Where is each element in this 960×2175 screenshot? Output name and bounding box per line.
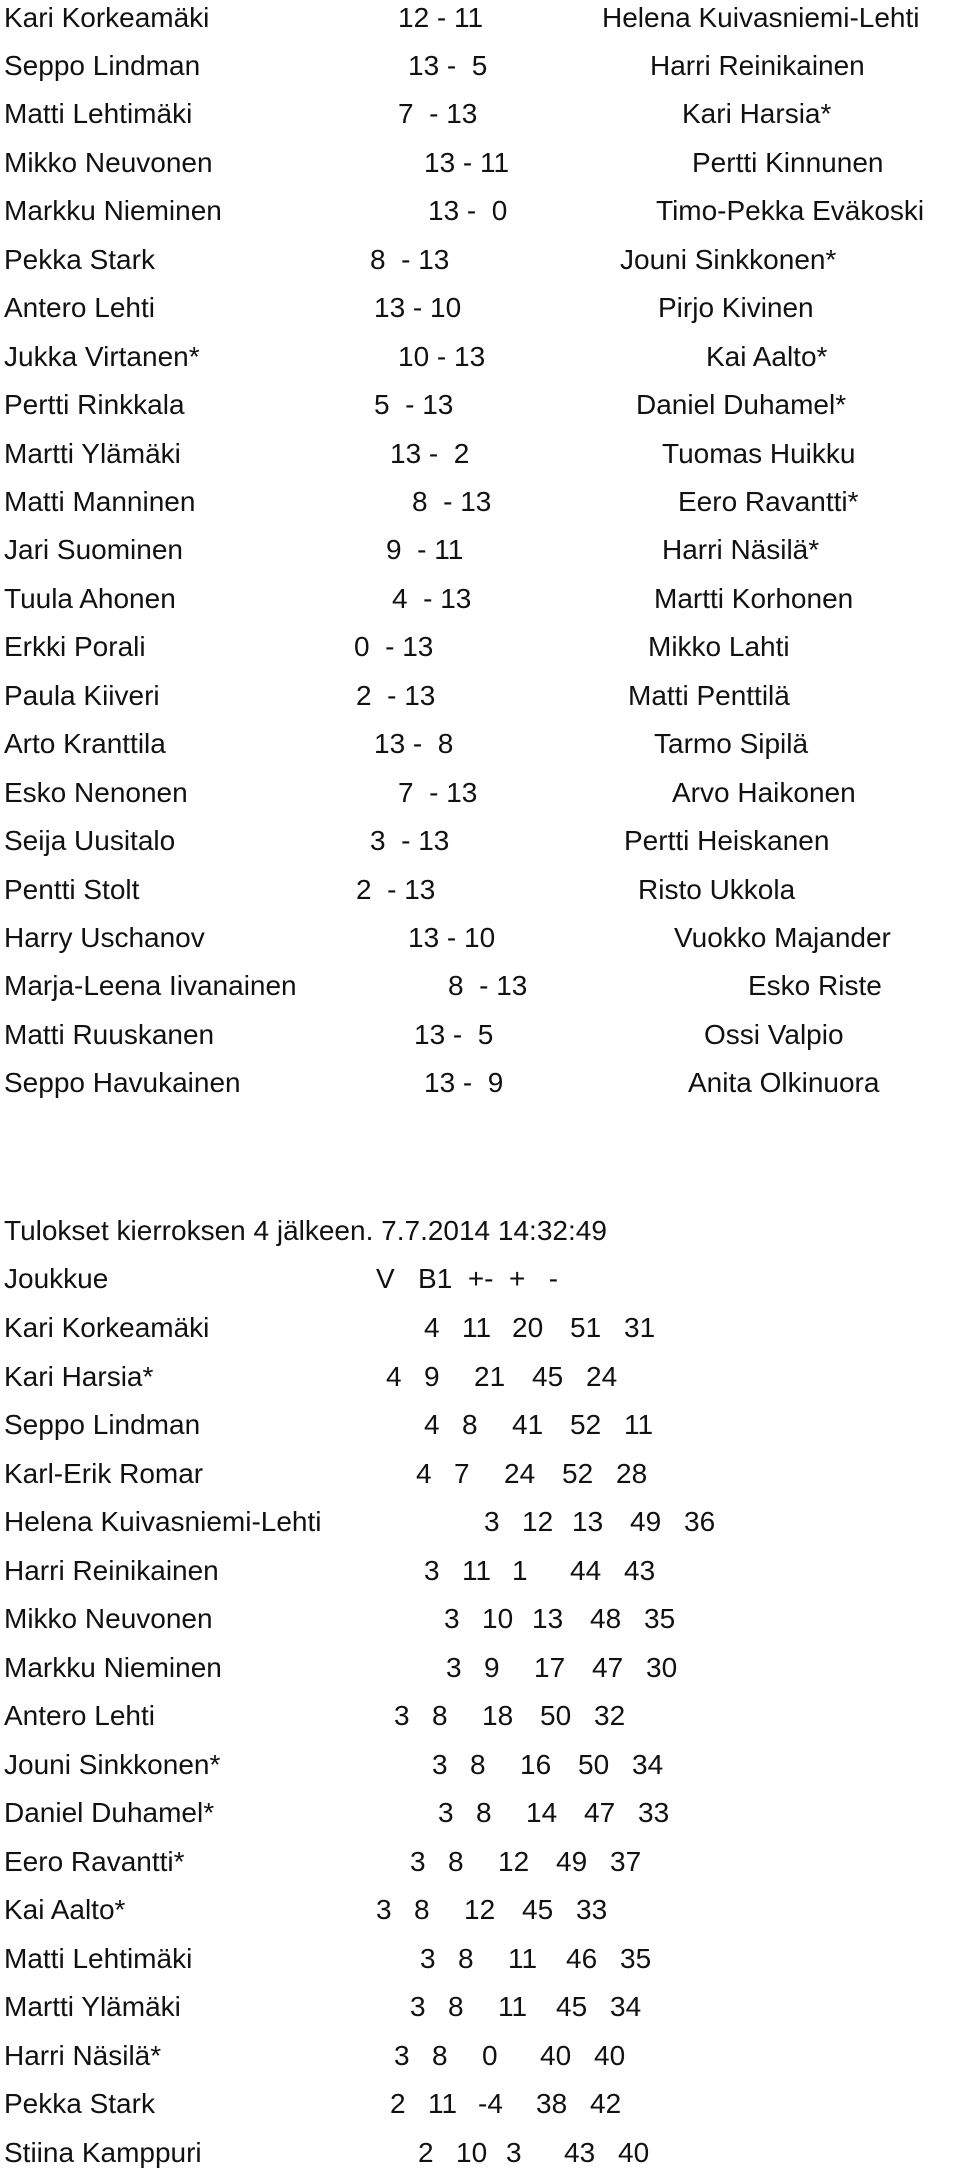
point-diff: 3 bbox=[506, 2136, 522, 2168]
points-against: 33 bbox=[638, 1797, 670, 1828]
standings-row bbox=[0, 1694, 960, 1738]
match-row bbox=[0, 674, 960, 718]
home-player: Harry Uschanov bbox=[4, 922, 205, 953]
match-score: 13 - 8 bbox=[374, 728, 454, 759]
match-row bbox=[0, 141, 960, 185]
match-row bbox=[0, 189, 960, 233]
wins: 3 bbox=[376, 1894, 392, 1925]
away-player: Vuokko Majander bbox=[674, 922, 891, 953]
wins: 4 bbox=[416, 1457, 432, 1489]
points-for: 47 bbox=[584, 1797, 616, 1828]
home-player: Pertti Rinkkala bbox=[4, 389, 185, 420]
team-name: Kari Korkeamäki bbox=[4, 1312, 210, 1343]
home-player: Esko Nenonen bbox=[4, 777, 188, 808]
team-name: Karl-Erik Romar bbox=[4, 1457, 204, 1489]
standings-row bbox=[0, 1597, 960, 1641]
home-player: Seppo Havukainen bbox=[4, 1067, 241, 1098]
match-score: 9 - 11 bbox=[386, 534, 464, 565]
team-name: Pekka Stark bbox=[4, 2088, 155, 2119]
away-player: Pirjo Kivinen bbox=[658, 292, 814, 323]
team-name: Matti Lehtimäki bbox=[4, 1942, 193, 1974]
match-row bbox=[0, 625, 960, 669]
point-diff: 21 bbox=[474, 1360, 506, 1392]
away-player: Timo-Pekka Eväkoski bbox=[656, 195, 925, 226]
point-diff: 13 bbox=[572, 1506, 604, 1537]
wins: 3 bbox=[394, 1700, 410, 1731]
match-score: 13 - 0 bbox=[428, 195, 508, 226]
home-player: Matti Ruuskanen bbox=[4, 1019, 215, 1050]
home-player: Marja-Leena Iivanainen bbox=[4, 970, 297, 1001]
match-score: 13 - 2 bbox=[390, 438, 470, 469]
standings-row bbox=[0, 1840, 960, 1884]
home-player: Kari Korkeamäki bbox=[4, 2, 210, 33]
points-against: 31 bbox=[624, 1312, 656, 1343]
home-player: Antero Lehti bbox=[4, 292, 155, 323]
match-row bbox=[0, 44, 960, 88]
point-diff: 11 bbox=[498, 1991, 528, 2022]
point-diff: 12 bbox=[498, 1845, 530, 1877]
standings-row bbox=[0, 1306, 960, 1350]
points-against: 42 bbox=[590, 2088, 622, 2119]
match-row bbox=[0, 771, 960, 815]
match-row bbox=[0, 1013, 960, 1057]
away-player: Arvo Haikonen bbox=[672, 777, 856, 808]
match-score: 5 - 13 bbox=[374, 389, 454, 420]
wins: 2 bbox=[390, 2088, 406, 2119]
match-score: 8 - 13 bbox=[412, 486, 492, 517]
b1-score: 12 bbox=[522, 1506, 554, 1537]
team-name: Markku Nieminen bbox=[4, 1651, 222, 1683]
points-against: 34 bbox=[632, 1748, 664, 1780]
team-name: Jouni Sinkkonen* bbox=[4, 1748, 221, 1780]
points-against: 37 bbox=[610, 1845, 642, 1877]
match-row bbox=[0, 819, 960, 863]
away-player: Risto Ukkola bbox=[638, 874, 796, 905]
wins: 2 bbox=[418, 2136, 434, 2168]
points-for: 38 bbox=[536, 2088, 568, 2119]
team-name: Harri Reinikainen bbox=[4, 1554, 219, 1586]
wins: 3 bbox=[410, 1991, 426, 2022]
points-against: 36 bbox=[684, 1506, 716, 1537]
wins: 3 bbox=[420, 1942, 436, 1974]
standings-row bbox=[0, 1888, 960, 1932]
away-player: Mikko Lahti bbox=[648, 631, 790, 662]
standings-row bbox=[0, 1549, 960, 1593]
wins: 4 bbox=[386, 1360, 402, 1392]
points-for: 45 bbox=[556, 1991, 588, 2022]
standings-row bbox=[0, 1791, 960, 1835]
points-for: 43 bbox=[564, 2136, 596, 2168]
match-score: 12 - 11 bbox=[398, 2, 484, 33]
home-player: Seija Uusitalo bbox=[4, 825, 176, 856]
team-name: Daniel Duhamel* bbox=[4, 1797, 215, 1828]
match-row bbox=[0, 868, 960, 912]
team-name: Kari Harsia* bbox=[4, 1360, 154, 1392]
points-against: 43 bbox=[624, 1554, 656, 1586]
points-for: 45 bbox=[522, 1894, 554, 1925]
points-against: 24 bbox=[586, 1360, 618, 1392]
home-player: Markku Nieminen bbox=[4, 195, 222, 226]
team-name: Stiina Kamppuri bbox=[4, 2136, 202, 2168]
match-score: 8 - 13 bbox=[370, 244, 450, 275]
points-for: 46 bbox=[566, 1942, 598, 1974]
match-score: 10 - 13 bbox=[398, 341, 486, 372]
match-row bbox=[0, 722, 960, 766]
standings-row bbox=[0, 2131, 960, 2175]
point-diff: -4 bbox=[478, 2088, 503, 2119]
match-score: 7 - 13 bbox=[398, 777, 478, 808]
home-player: Seppo Lindman bbox=[4, 50, 201, 81]
b1-score: 8 bbox=[432, 2039, 448, 2071]
b1-score: 8 bbox=[458, 1942, 474, 1974]
team-name: Eero Ravantti* bbox=[4, 1845, 185, 1877]
home-player: Pentti Stolt bbox=[4, 874, 140, 905]
results-title-text: Tulokset kierroksen 4 jälkeen. 7.7.2014 14:32:49 bbox=[4, 1215, 607, 1246]
standings-row bbox=[0, 1937, 960, 1981]
points-for: 52 bbox=[570, 1409, 602, 1440]
b1-score: 8 bbox=[448, 1991, 464, 2022]
point-diff: 1 bbox=[512, 1554, 528, 1586]
b1-score: 8 bbox=[432, 1700, 448, 1731]
away-player: Anita Olkinuora bbox=[688, 1067, 880, 1098]
match-score: 13 - 5 bbox=[408, 50, 488, 81]
away-player: Daniel Duhamel* bbox=[636, 389, 847, 420]
points-against: 40 bbox=[594, 2039, 626, 2071]
home-player: Paula Kiiveri bbox=[4, 680, 160, 711]
wins: 3 bbox=[444, 1603, 460, 1634]
away-player: Esko Riste bbox=[748, 970, 882, 1001]
match-score: 13 - 10 bbox=[408, 922, 496, 953]
match-score: 7 - 13 bbox=[398, 98, 478, 129]
b1-score: 9 bbox=[424, 1360, 440, 1392]
results-title bbox=[0, 1209, 960, 1253]
standings-row bbox=[0, 1355, 960, 1399]
wins: 3 bbox=[410, 1845, 426, 1877]
match-score: 2 - 13 bbox=[356, 680, 436, 711]
home-player: Pekka Stark bbox=[4, 244, 155, 275]
standings-row bbox=[0, 1452, 960, 1496]
match-row bbox=[0, 286, 960, 330]
points-for: 40 bbox=[540, 2039, 572, 2071]
standings-row bbox=[0, 1403, 960, 1447]
wins: 3 bbox=[394, 2039, 410, 2071]
match-row bbox=[0, 238, 960, 282]
wins: 3 bbox=[484, 1506, 500, 1537]
points-against: 30 bbox=[646, 1651, 678, 1683]
standings-row bbox=[0, 2082, 960, 2126]
point-diff: 16 bbox=[520, 1748, 552, 1780]
team-name: Helena Kuivasniemi-Lehti bbox=[4, 1506, 322, 1537]
point-diff: 18 bbox=[482, 1700, 514, 1731]
away-player: Pertti Kinnunen bbox=[692, 147, 884, 178]
home-player: Erkki Porali bbox=[4, 631, 146, 662]
points-for: 49 bbox=[630, 1506, 662, 1537]
points-for: 44 bbox=[570, 1554, 602, 1586]
points-against: 35 bbox=[644, 1603, 676, 1634]
points-for: 49 bbox=[556, 1845, 588, 1877]
b1-score: 10 bbox=[482, 1603, 514, 1634]
match-row bbox=[0, 964, 960, 1008]
points-against: 35 bbox=[620, 1942, 652, 1974]
points-for: 50 bbox=[578, 1748, 610, 1780]
match-row bbox=[0, 335, 960, 379]
points-against: 28 bbox=[616, 1457, 648, 1489]
points-against: 33 bbox=[576, 1894, 608, 1925]
point-diff: 11 bbox=[508, 1942, 538, 1974]
b1-score: 8 bbox=[476, 1797, 492, 1828]
away-player: Harri Näsilä* bbox=[662, 534, 820, 565]
match-score: 13 - 11 bbox=[424, 147, 510, 178]
b1-score: 8 bbox=[462, 1409, 478, 1440]
point-diff: 14 bbox=[526, 1797, 558, 1828]
match-row bbox=[0, 0, 960, 40]
points-for: 48 bbox=[590, 1603, 622, 1634]
away-player: Helena Kuivasniemi-Lehti bbox=[602, 2, 920, 33]
points-for: 45 bbox=[532, 1360, 564, 1392]
match-row bbox=[0, 383, 960, 427]
point-diff: 13 bbox=[532, 1603, 564, 1634]
away-player: Tarmo Sipilä bbox=[654, 728, 809, 759]
match-score: 3 - 13 bbox=[370, 825, 450, 856]
team-name: Antero Lehti bbox=[4, 1700, 155, 1731]
standings-row bbox=[0, 1743, 960, 1787]
wins: 3 bbox=[432, 1748, 448, 1780]
team-name: Martti Ylämäki bbox=[4, 1991, 181, 2022]
point-diff: 24 bbox=[504, 1457, 536, 1489]
wins: 3 bbox=[446, 1651, 462, 1683]
b1-score: 9 bbox=[484, 1651, 500, 1683]
wins: 3 bbox=[424, 1554, 440, 1586]
b1-score: 11 bbox=[462, 1554, 492, 1586]
wins: 4 bbox=[424, 1409, 440, 1440]
match-row bbox=[0, 432, 960, 476]
home-player: Mikko Neuvonen bbox=[4, 147, 213, 178]
home-player: Martti Ylämäki bbox=[4, 438, 181, 469]
away-player: Eero Ravantti* bbox=[678, 486, 859, 517]
match-score: 8 - 13 bbox=[448, 970, 528, 1001]
points-for: 50 bbox=[540, 1700, 572, 1731]
b1-score: 7 bbox=[454, 1457, 470, 1489]
away-player: Ossi Valpio bbox=[704, 1019, 844, 1050]
points-against: 40 bbox=[618, 2136, 650, 2168]
home-player: Tuula Ahonen bbox=[4, 583, 176, 614]
match-score: 4 - 13 bbox=[392, 583, 472, 614]
standings-header bbox=[0, 1257, 960, 1301]
point-diff: 0 bbox=[482, 2039, 498, 2071]
points-against: 32 bbox=[594, 1700, 626, 1731]
match-row bbox=[0, 1061, 960, 1105]
standings-row bbox=[0, 1646, 960, 1690]
match-row bbox=[0, 916, 960, 960]
standings-row bbox=[0, 1985, 960, 2029]
match-row bbox=[0, 92, 960, 136]
wins: 3 bbox=[438, 1797, 454, 1828]
standings-row bbox=[0, 2034, 960, 2078]
team-column-header: Joukkue bbox=[4, 1263, 109, 1294]
points-for: 52 bbox=[562, 1457, 594, 1489]
away-player: Jouni Sinkkonen* bbox=[620, 244, 837, 275]
away-player: Tuomas Huikku bbox=[662, 438, 856, 469]
wins: 4 bbox=[424, 1312, 440, 1343]
team-name: Seppo Lindman bbox=[4, 1409, 201, 1440]
points-against: 11 bbox=[624, 1409, 654, 1440]
match-score: 0 - 13 bbox=[354, 631, 434, 662]
points-against: 34 bbox=[610, 1991, 642, 2022]
away-player: Matti Penttilä bbox=[628, 680, 790, 711]
point-diff: 17 bbox=[534, 1651, 566, 1683]
b1-score: 8 bbox=[470, 1748, 486, 1780]
b1-score: 11 bbox=[428, 2088, 458, 2119]
away-player: Harri Reinikainen bbox=[650, 50, 865, 81]
standings-row bbox=[0, 1500, 960, 1544]
points-for: 51 bbox=[570, 1312, 602, 1343]
match-row bbox=[0, 480, 960, 524]
match-score: 13 - 9 bbox=[424, 1067, 504, 1098]
team-name: Harri Näsilä* bbox=[4, 2039, 162, 2071]
team-name: Kai Aalto* bbox=[4, 1894, 126, 1925]
match-row bbox=[0, 528, 960, 572]
b1-score: 8 bbox=[448, 1845, 464, 1877]
match-score: 2 - 13 bbox=[356, 874, 436, 905]
point-diff: 41 bbox=[512, 1409, 544, 1440]
point-diff: 12 bbox=[464, 1894, 496, 1925]
home-player: Arto Kranttila bbox=[4, 728, 166, 759]
match-score: 13 - 10 bbox=[374, 292, 462, 323]
match-row bbox=[0, 577, 960, 621]
home-player: Matti Lehtimäki bbox=[4, 98, 193, 129]
points-for: 47 bbox=[592, 1651, 624, 1683]
away-player: Kari Harsia* bbox=[682, 98, 832, 129]
home-player: Jukka Virtanen* bbox=[4, 341, 200, 372]
b1-score: 10 bbox=[456, 2136, 488, 2168]
away-player: Kai Aalto* bbox=[706, 341, 828, 372]
point-diff: 20 bbox=[512, 1312, 544, 1343]
b1-score: 8 bbox=[414, 1894, 430, 1925]
team-name: Mikko Neuvonen bbox=[4, 1603, 213, 1634]
home-player: Matti Manninen bbox=[4, 486, 196, 517]
b1-score: 11 bbox=[462, 1312, 492, 1343]
home-player: Jari Suominen bbox=[4, 534, 183, 565]
stat-columns-header: V B1 +- + - bbox=[376, 1263, 559, 1294]
match-score: 13 - 5 bbox=[414, 1019, 494, 1050]
away-player: Martti Korhonen bbox=[654, 583, 854, 614]
away-player: Pertti Heiskanen bbox=[624, 825, 830, 856]
